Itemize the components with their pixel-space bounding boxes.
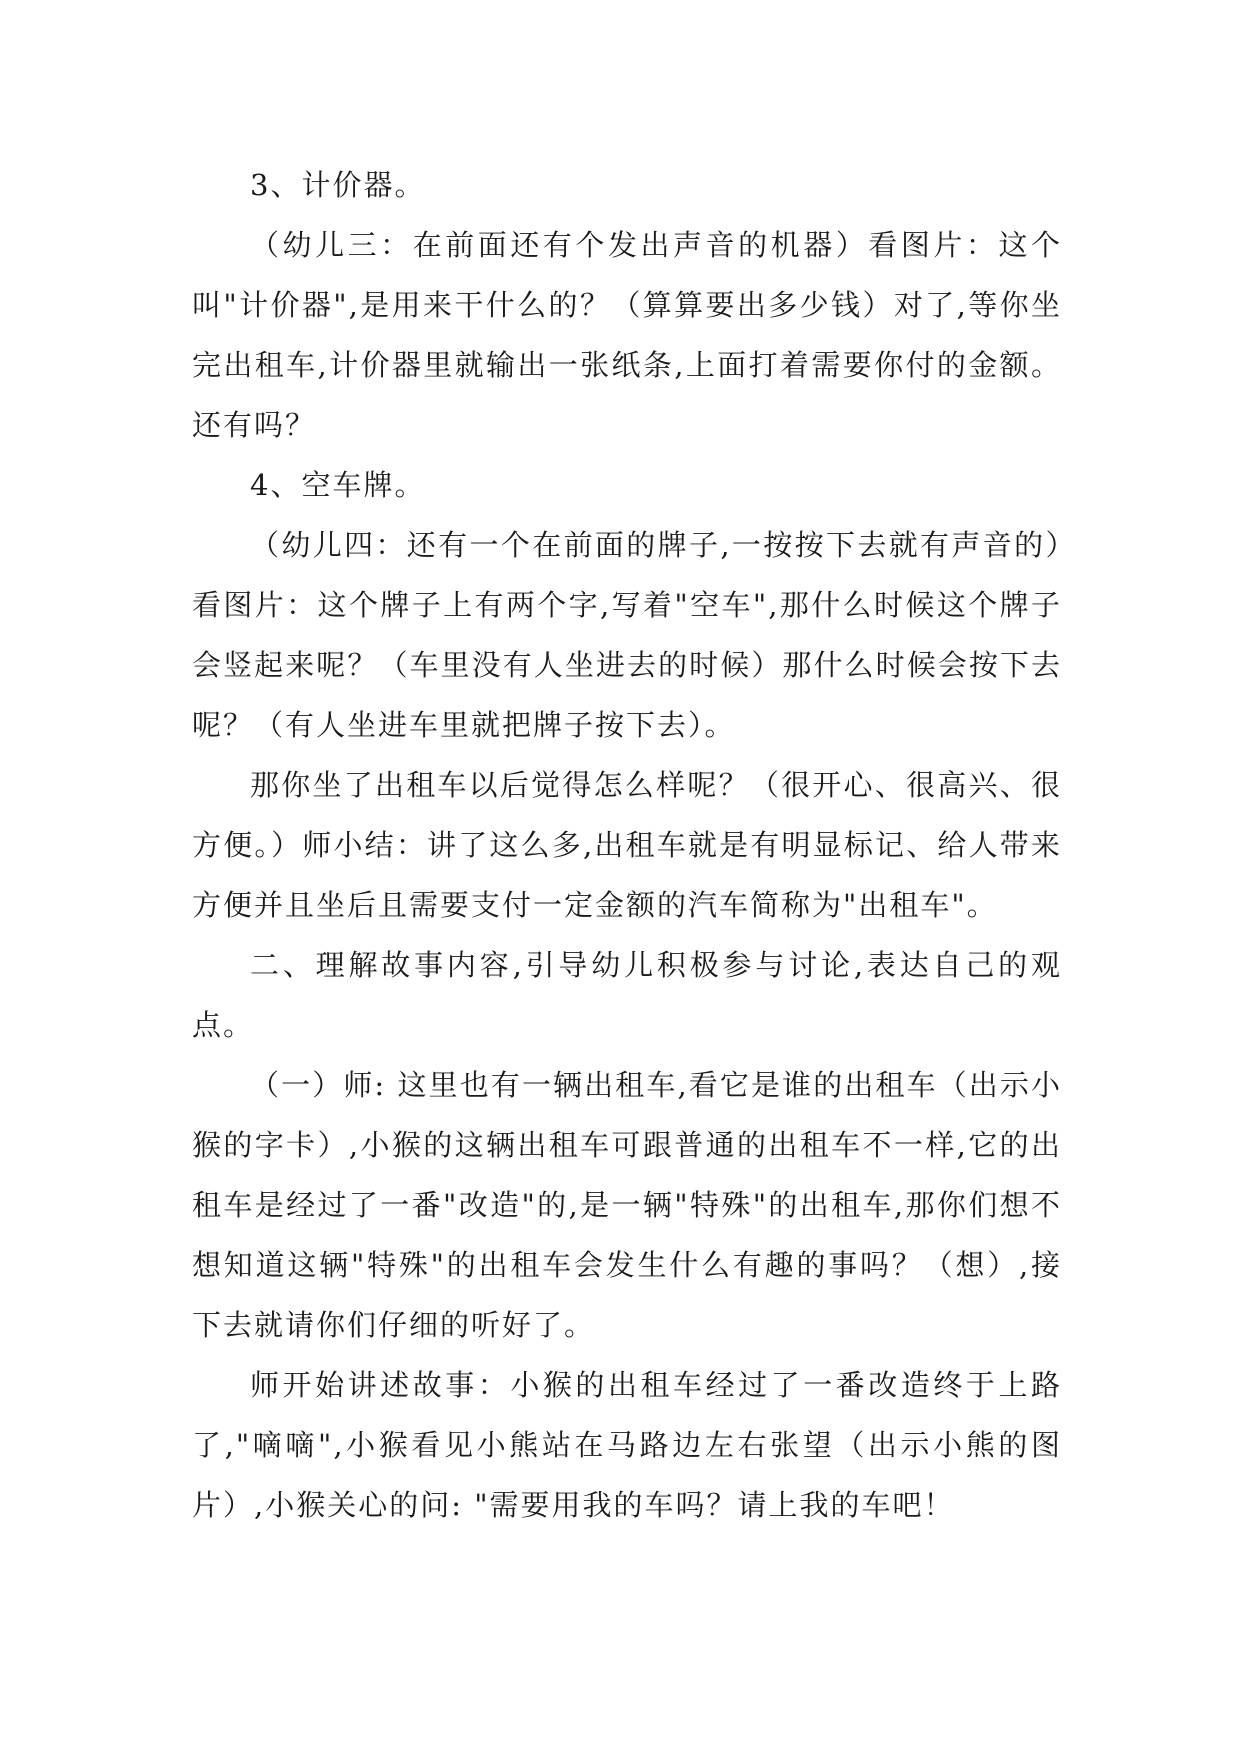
- paragraph-child-3-meter: （幼儿三：在前面还有个发出声音的机器）看图片：这个叫"计价器",是用来干什么的？（算算要出多少钱）对了,等你坐完出租车,计价器里就输出一张纸条,上面打着需要你付的金额。还有吗？: [192, 228, 1062, 442]
- paragraph-teacher-summary: 那你坐了出租车以后觉得怎么样呢？（很开心、很高兴、很方便。）师小结：讲了这么多,出租车就是有明显标记、给人带来方便并且坐后且需要支付一定金额的汽车简称为"出租车"。: [192, 768, 1062, 922]
- paragraph-story-start: 师开始讲述故事：小猴的出租车经过了一番改造终于上路了,"嘀嘀",小猴看见小熊站在马路边左右张望（出示小熊的图片）,小猴关心的问: "需要用我的车吗？请上我的车吧！: [192, 1368, 1062, 1522]
- document-body: [192, 155, 1062, 1535]
- paragraph-section-two-heading: 二、理解故事内容,引导幼儿积极参与讨论,表达自己的观点。: [192, 948, 1062, 1042]
- paragraph-part-one-intro: （一）师: 这里也有一辆出租车,看它是谁的出租车（出示小猴的字卡）,小猴的这辆出租车可跟普通的出租车不一样,它的出租车是经过了一番"改造"的,是一辆"特殊"的出租车,那你们想不想知道这辆"特殊"的出租车会发生什么有趣的事吗？（想）,接下去就请你们仔细的听好了。: [192, 1068, 1062, 1342]
- paragraph-item-3-meter: 3、计价器。: [250, 168, 426, 202]
- paragraph-child-4-sign: （幼儿四：还有一个在前面的牌子,一按按下去就有声音的）看图片：这个牌子上有两个字,写着"空车",那什么时候这个牌子会竖起来呢？（车里没有人坐进去的时候）那什么时候会按下去呢？（有人坐进车里就把牌子按下去）。: [192, 528, 1062, 742]
- paragraph-item-4-vacant-sign: 4、空车牌。: [250, 468, 426, 502]
